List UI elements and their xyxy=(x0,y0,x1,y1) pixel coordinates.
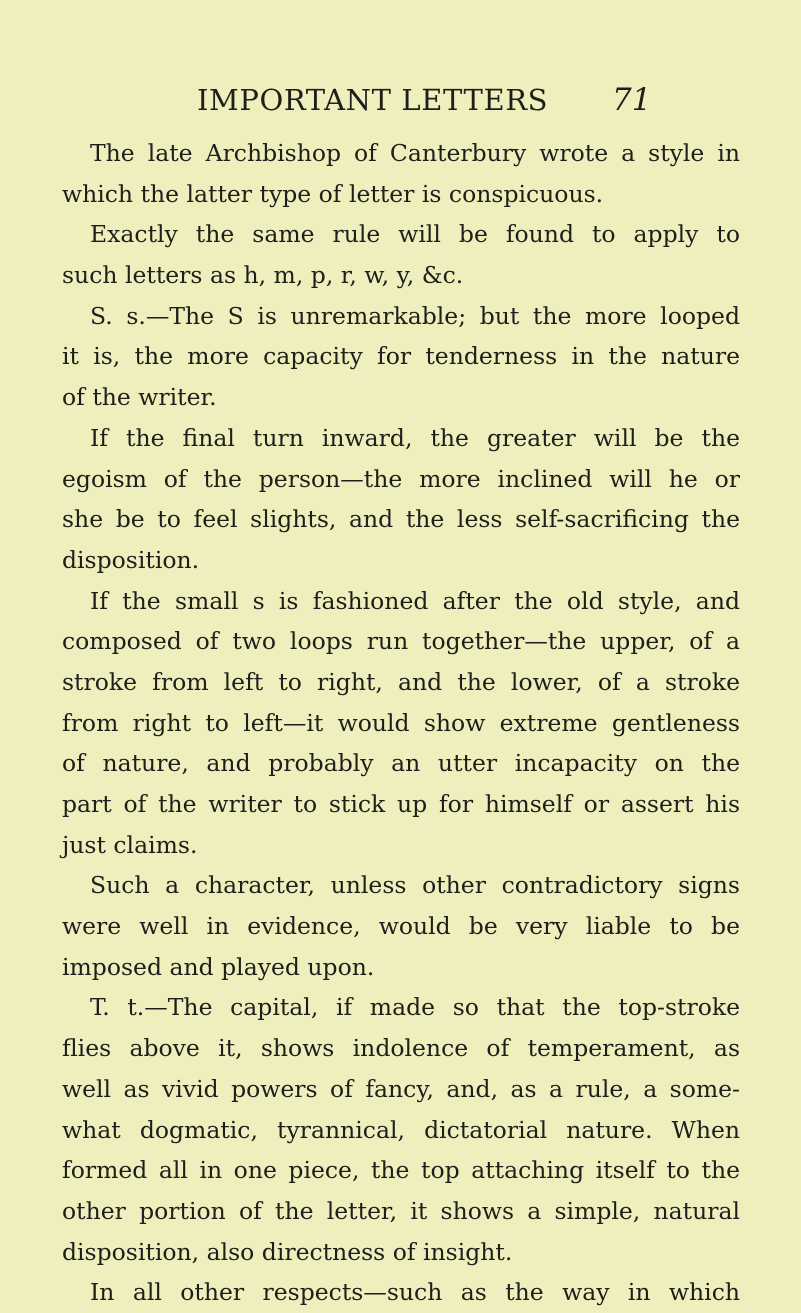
text-line: T. t.—The capital, if made so that the top-stroke xyxy=(90,993,740,1022)
text-line: formed all in one piece, the top attaching itself to the xyxy=(62,1156,740,1185)
page-number: 71 xyxy=(612,82,652,118)
text-line: it is, the more capacity for tenderness in the nature xyxy=(62,342,740,371)
text-line: of the writer. xyxy=(62,383,217,412)
text-line: If the small s is fashioned after the old style, and xyxy=(90,586,740,615)
text-line: were well in evidence, would be very liable to be xyxy=(62,912,740,941)
text-line: such letters as h, m, p, r, w, y, &c. xyxy=(62,261,464,290)
body-text xyxy=(62,133,740,1313)
text-line: If the final turn inward, the greater will be the xyxy=(90,423,740,452)
text-line: composed of two loops run together—the upper, of a xyxy=(62,627,740,656)
text-line: The late Archbishop of Canterbury wrote a style in xyxy=(90,139,740,167)
running-head xyxy=(0,74,801,126)
text-line: well as vivid powers of fancy, and, as a rule, a some- xyxy=(62,1074,740,1103)
text-line: imposed and played upon. xyxy=(62,952,375,981)
text-line: other portion of the letter, it shows a simple, natural xyxy=(62,1196,740,1225)
text-line: which the latter type of letter is conspicuous. xyxy=(62,179,604,208)
text-line: disposition, also directness of insight. xyxy=(62,1237,513,1266)
text-line: disposition. xyxy=(62,545,200,574)
text-line: part of the writer to stick up for himself or assert his xyxy=(62,790,740,818)
text-line: stroke from left to right, and the lower, of a stroke xyxy=(62,667,740,696)
text-line: egoism of the person—the more inclined will he or xyxy=(62,464,740,493)
text-line: Exactly the same rule will be found to apply to xyxy=(90,220,740,249)
running-title: IMPORTANT LETTERS xyxy=(197,83,549,117)
text-line: what dogmatic, tyrannical, dictatorial nature. When xyxy=(62,1115,740,1144)
text-line: Such a character, unless other contradictory signs xyxy=(90,871,740,900)
text-line: flies above it, shows indolence of temperament, as xyxy=(62,1034,740,1063)
text-line: just claims. xyxy=(62,830,198,859)
text-line: S. s.—The S is unremarkable; but the more looped xyxy=(90,301,740,330)
text-line: In all other respects—such as the way in which xyxy=(90,1278,740,1307)
text-line: from right to left—it would show extreme gentleness xyxy=(62,708,740,737)
text-line: of nature, and probably an utter incapacity on the xyxy=(62,749,740,778)
text-line: she be to feel slights, and the less self-sacrificing the xyxy=(62,505,740,534)
